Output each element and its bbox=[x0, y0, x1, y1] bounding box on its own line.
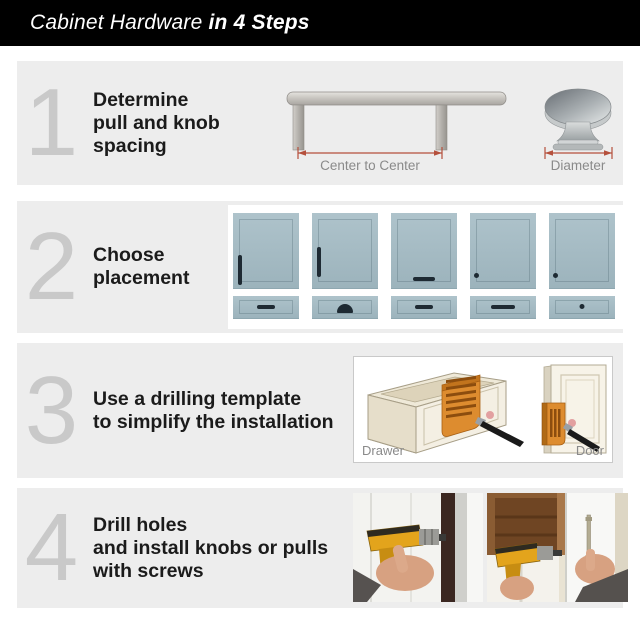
step-4-caption-line: and install knobs or pulls bbox=[93, 536, 329, 559]
step-2-caption bbox=[93, 244, 189, 290]
install-pull-photo bbox=[487, 493, 628, 602]
bar-pull-illustration bbox=[287, 92, 506, 150]
step-3-caption-line: to simplify the installation bbox=[93, 410, 334, 433]
cabinet-door bbox=[549, 213, 615, 289]
vertical-pull-middle-left bbox=[317, 247, 321, 277]
step-4-caption-line: with screws bbox=[93, 559, 204, 582]
step-2-caption-line: Choose bbox=[93, 244, 165, 266]
step-2-row bbox=[17, 201, 623, 333]
step-1-row bbox=[17, 61, 623, 185]
drawer-drilling-template bbox=[442, 375, 480, 436]
step-2-caption-line: placement bbox=[93, 267, 190, 289]
step-2-number: 2 bbox=[24, 213, 76, 320]
step-4-row bbox=[17, 488, 623, 608]
cup-pull-center bbox=[337, 304, 353, 313]
cabinet-drawer bbox=[391, 296, 457, 319]
placement-grid bbox=[228, 205, 625, 329]
page-title-bold: in 4 Steps bbox=[202, 11, 310, 34]
step-1-caption-line: pull and knob bbox=[93, 111, 220, 134]
horizontal-pull-bottom bbox=[413, 277, 435, 281]
cabinet-door bbox=[470, 213, 536, 289]
knob-lower-left bbox=[553, 273, 558, 278]
door-label: Door bbox=[575, 443, 604, 458]
steps-list bbox=[0, 61, 640, 608]
step-1-caption bbox=[93, 89, 220, 158]
page-title-regular: Cabinet Hardware bbox=[30, 11, 203, 34]
door-drilling-template bbox=[542, 403, 565, 445]
drilling-photo bbox=[353, 493, 483, 602]
step-1-number: 1 bbox=[24, 69, 76, 176]
horizontal-pull-center bbox=[257, 305, 275, 309]
step-1-caption-line: Determine bbox=[93, 88, 189, 111]
cabinet-drawer bbox=[233, 296, 299, 319]
door-drawer-unit bbox=[549, 213, 615, 329]
cabinet-drawer bbox=[470, 296, 536, 319]
knob-lower-left bbox=[474, 273, 479, 278]
knob-illustration bbox=[545, 89, 611, 150]
door-drawer-unit bbox=[470, 213, 536, 329]
door-drawer-unit bbox=[233, 213, 299, 329]
cabinet-door bbox=[312, 213, 378, 289]
horizontal-pull-center bbox=[491, 305, 515, 309]
step-4-number: 4 bbox=[24, 494, 76, 601]
step-4-caption-line: Drill holes bbox=[93, 513, 188, 536]
cabinet-drawer bbox=[312, 296, 378, 319]
door-drawer-unit bbox=[312, 213, 378, 329]
cabinet-door bbox=[391, 213, 457, 289]
cabinet-drawer bbox=[549, 296, 615, 319]
diameter-label: Diameter bbox=[550, 158, 606, 173]
cabinet-door bbox=[233, 213, 299, 289]
center-to-center-label: Center to Center bbox=[320, 158, 420, 173]
door-drawer-unit bbox=[391, 213, 457, 329]
step-1-caption-line: spacing bbox=[93, 134, 167, 157]
drawer-illustration bbox=[368, 373, 524, 453]
step-3-caption bbox=[93, 388, 334, 434]
header-bar bbox=[0, 0, 640, 46]
drawer-label: Drawer bbox=[362, 443, 404, 458]
door-illustration bbox=[542, 365, 606, 453]
horizontal-pull-center bbox=[415, 305, 433, 309]
step-3-number: 3 bbox=[24, 356, 76, 464]
template-panel bbox=[353, 356, 613, 463]
step-3-row bbox=[17, 343, 623, 478]
knob-center bbox=[580, 304, 585, 309]
step-3-caption-line: Use a drilling template bbox=[93, 387, 302, 410]
vertical-pull-lower-left bbox=[238, 255, 242, 285]
step-4-caption bbox=[93, 514, 328, 583]
